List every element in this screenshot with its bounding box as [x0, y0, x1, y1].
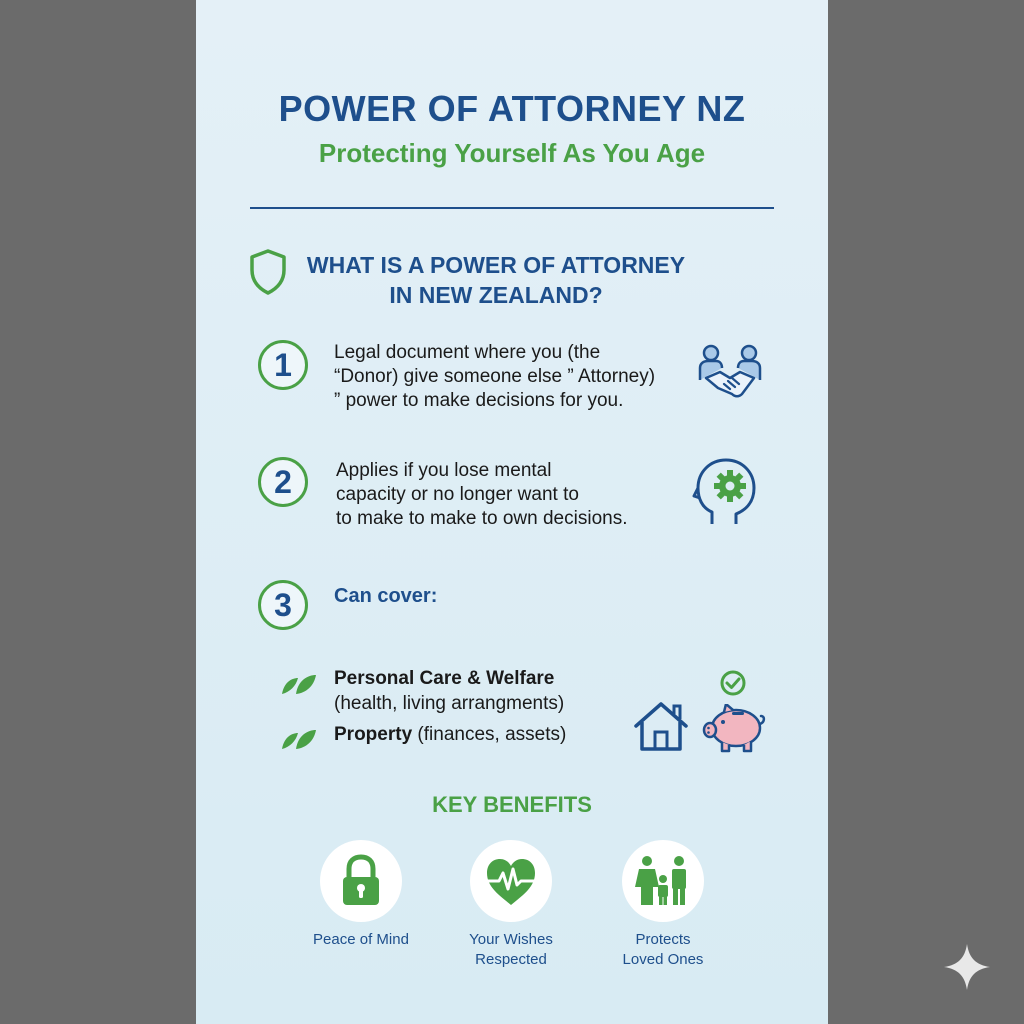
benefit-wishes-respected	[441, 840, 581, 970]
check-circle-icon	[720, 670, 746, 696]
head-gear-icon	[692, 456, 762, 528]
shield-icon	[248, 248, 288, 296]
piggy-bank-icon	[702, 704, 766, 754]
benefit-protects-loved-ones	[593, 840, 733, 970]
padlock-icon	[331, 851, 391, 911]
benefit-label-line1: Your Wishes	[469, 931, 553, 948]
benefit-label-line2: Respected	[475, 951, 547, 968]
step-1-line3: ” power to make decisions for you.	[334, 390, 624, 411]
leaf-icon	[280, 672, 318, 696]
family-icon	[633, 851, 693, 911]
benefit-label	[593, 930, 733, 970]
coverage-personal-detail: (health, living arrangments)	[334, 693, 565, 714]
coverage-property-bold: Property	[334, 724, 413, 745]
benefit-label	[441, 930, 581, 970]
key-benefits-title: KEY BENEFITS	[432, 792, 592, 817]
benefit-label	[291, 930, 431, 950]
coverage-property	[334, 724, 566, 746]
benefit-icon-circle	[470, 840, 552, 922]
step-2-text	[336, 459, 627, 531]
house-icon	[632, 700, 690, 752]
benefit-label-line1: Protects	[635, 931, 691, 948]
benefit-icon-circle	[622, 840, 704, 922]
handshake-icon	[694, 342, 766, 404]
section-title	[296, 250, 696, 310]
step-1-line2: “Donor) give someone else ” Attorney)	[334, 366, 656, 387]
step-1-line1: Legal document where you (the	[334, 342, 601, 363]
step-1-number: 1	[258, 340, 308, 390]
page-subtitle: Protecting Yourself As You Age	[318, 138, 706, 168]
benefit-label-line2: Loved Ones	[622, 951, 704, 968]
coverage-personal-title	[334, 668, 554, 690]
leaf-icon	[280, 727, 318, 751]
benefit-icon-circle	[320, 840, 402, 922]
step-2-line3: to make to make to own decisions.	[336, 508, 628, 529]
sparkle-icon	[942, 942, 992, 992]
heartbeat-icon	[481, 851, 541, 911]
poster	[196, 0, 828, 1024]
benefit-peace-of-mind	[291, 840, 431, 950]
coverage-property-detail: (finances, assets)	[412, 724, 567, 745]
section-title-line2: IN NEW ZEALAND?	[389, 282, 603, 308]
step-2-line2: capacity or no longer want to	[336, 484, 579, 505]
title-divider	[250, 207, 774, 209]
step-2-line1: Applies if you lose mental	[336, 460, 552, 481]
section-title-line1: WHAT IS A POWER OF ATTORNEY	[306, 252, 686, 278]
step-3-number: 3	[258, 580, 308, 630]
coverage-personal-bold: Personal Care & Welfare	[334, 668, 555, 689]
page-title: POWER OF ATTORNEY NZ	[278, 88, 746, 129]
benefit-label-line1: Peace of Mind	[313, 931, 409, 948]
step-1-text	[334, 341, 655, 413]
step-2-number: 2	[258, 457, 308, 507]
can-cover-label: Can cover:	[334, 585, 438, 607]
